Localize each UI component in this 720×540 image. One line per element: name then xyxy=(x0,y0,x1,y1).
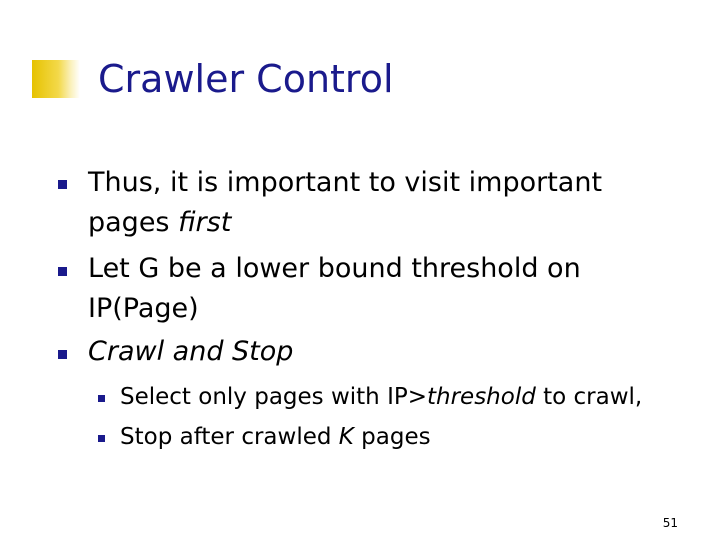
bullet-3-line xyxy=(88,331,293,373)
sub-bullet-2-prefix: Stop after crawled xyxy=(120,424,339,450)
page-number: 51 xyxy=(662,516,678,530)
bullet-marker xyxy=(58,180,67,189)
sub-bullet-1 xyxy=(120,376,642,418)
sub-bullet-marker xyxy=(98,435,105,442)
bullet-1-line-2 xyxy=(88,202,231,244)
bullet-marker xyxy=(58,267,67,276)
title-accent-bar xyxy=(32,60,80,98)
sub-bullet-2 xyxy=(120,416,431,458)
sub-bullet-1-suffix: to crawl, xyxy=(535,384,643,410)
sub-bullet-marker xyxy=(98,395,105,402)
bullet-1-line-1: Thus, it is important to visit important xyxy=(88,167,603,198)
bullet-2-line-2: IP(Page) xyxy=(88,293,199,324)
slide-title: Crawler Control xyxy=(98,57,394,101)
sub-bullet-1-prefix: Select only pages with IP> xyxy=(120,384,427,410)
bullet-1-line-2-text: pages xyxy=(88,207,179,238)
bullet-2-line-1: Let G be a lower bound threshold on xyxy=(88,253,581,284)
bullet-1-emphasis: first xyxy=(178,207,232,238)
bullet-3-emphasis: Crawl and Stop xyxy=(88,336,294,367)
sub-bullet-2-suffix: pages xyxy=(353,424,431,450)
bullet-marker xyxy=(58,350,67,359)
sub-bullet-2-emphasis: K xyxy=(338,424,354,450)
sub-bullet-1-emphasis: threshold xyxy=(427,384,536,410)
